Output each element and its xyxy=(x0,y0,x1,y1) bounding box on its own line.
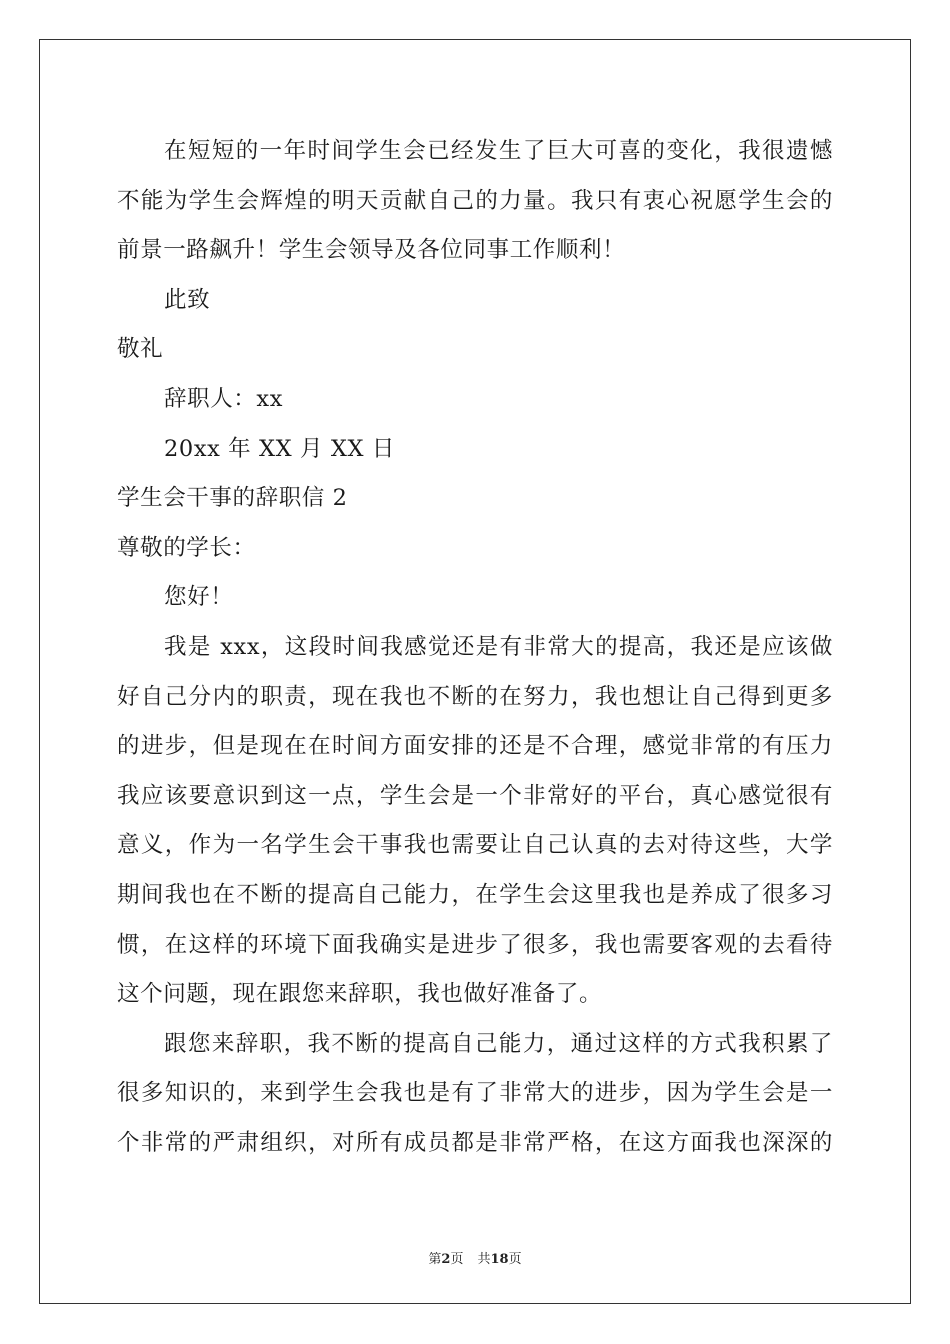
paragraph-line: 期间我也在不断的提高自己能力，在学生会这里我也是养成了很多习 xyxy=(117,881,833,908)
greeting: 您好！ xyxy=(164,584,234,611)
closing-regards: 敬礼 xyxy=(117,336,164,363)
total-prefix: 共 xyxy=(477,1252,491,1267)
page-prefix: 第 xyxy=(428,1252,442,1267)
section-title: 学生会干事的辞职信 2 xyxy=(117,485,348,512)
paragraph-line: 很多知识的，来到学生会我也是有了非常大的进步，因为学生会是一 xyxy=(117,1080,833,1107)
paragraph-line: 惯，在这样的环境下面我确实是进步了很多，我也需要客观的去看待 xyxy=(117,931,833,958)
page-footer xyxy=(0,1248,950,1267)
paragraph-line: 好自己分内的职责，现在我也不断的在努力，我也想让自己得到更多 xyxy=(117,683,833,710)
paragraph-line: 个非常的严肃组织，对所有成员都是非常严格，在这方面我也深深的 xyxy=(117,1129,833,1156)
date-line: 20xx 年 XX 月 XX 日 xyxy=(164,435,395,462)
paragraph-line: 前景一路飙升！学生会领导及各位同事工作顺利！ xyxy=(117,237,626,264)
paragraph-line: 意义，作为一名学生会干事我也需要让自己认真的去对待这些，大学 xyxy=(117,832,833,859)
document-body xyxy=(117,127,833,1168)
total-unit: 页 xyxy=(508,1252,522,1267)
paragraph-line: 不能为学生会辉煌的明天贡献自己的力量。我只有衷心祝愿学生会的 xyxy=(117,187,833,214)
paragraph-line: 的进步，但是现在在时间方面安排的还是不合理，感觉非常的有压力 xyxy=(117,733,833,760)
signature-line: 辞职人：xx xyxy=(164,385,283,412)
paragraph-line: 我是 xxx，这段时间我感觉还是有非常大的提高，我还是应该做 xyxy=(164,633,833,660)
paragraph-line: 在短短的一年时间学生会已经发生了巨大可喜的变化，我很遗憾 xyxy=(164,138,833,164)
current-page-number: 2 xyxy=(441,1252,451,1267)
total-page-count: 18 xyxy=(490,1252,509,1267)
paragraph-line: 跟您来辞职，我不断的提高自己能力，通过这样的方式我积累了 xyxy=(164,1030,833,1057)
paragraph-line: 这个问题，现在跟您来辞职，我也做好准备了。 xyxy=(117,981,603,1008)
page-unit: 页 xyxy=(450,1252,464,1267)
paragraph-line: 我应该要意识到这一点，学生会是一个非常好的平台，真心感觉很有 xyxy=(117,782,833,809)
closing-salutation: 此致 xyxy=(164,286,211,313)
greeting-recipient: 尊敬的学长： xyxy=(117,534,256,561)
